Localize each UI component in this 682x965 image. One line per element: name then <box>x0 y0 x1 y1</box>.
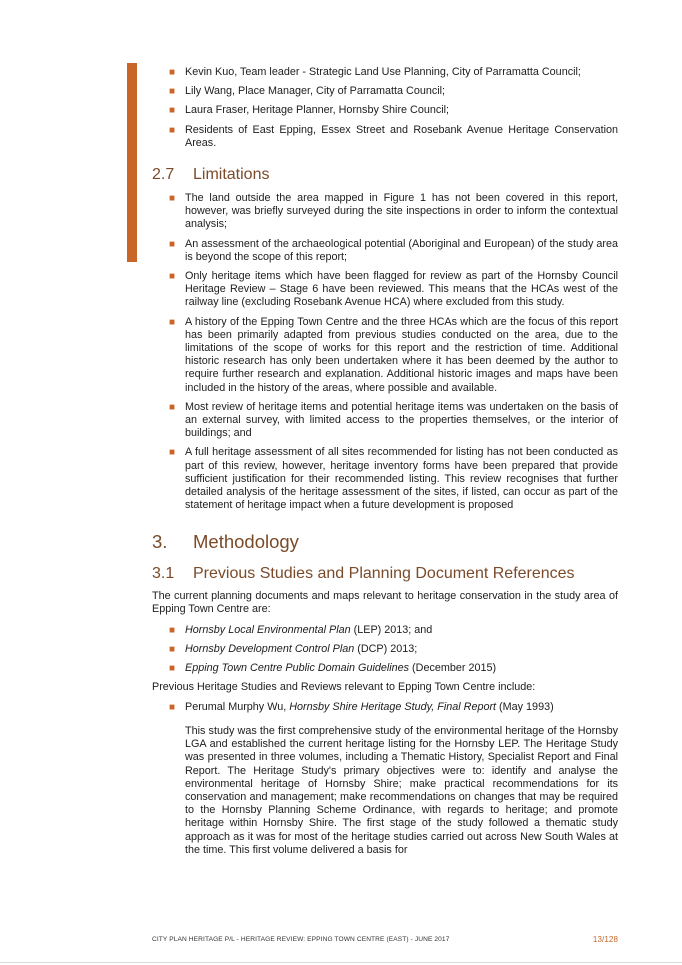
list-item: ■ A history of the Epping Town Centre and the three HCAs which are the focus of this report has been primarily adapted from previous studies conducted on the area, due to the limitations of the scope of works for this report and the restriction of time. Additional historic research has only been undertaken where it has been deemed by the author to require further research and explanation. Additional historic images and maps have been included in the history of the areas, where possible and available. <box>169 315 618 394</box>
list-item: ■ The land outside the area mapped in Figure 1 has not been covered in this report, however, was briefly surveyed during the site inspections in order to inform the contextual analysis; <box>169 192 618 231</box>
list-item: ■ Kevin Kuo, Team leader - Strategic Land Use Planning, City of Parramatta Council; <box>169 66 581 78</box>
intro-paragraph: The current planning documents and maps relevant to heritage conservation in the study area of Epping Town Centre are: <box>152 590 618 616</box>
study-paragraph: This study was the first comprehensive study of the environmental heritage of the Hornsby LGA and established the current heritage listing for the Hornsby LEP. The Heritage Study was presented in three volumes, including a Thematic History, Specialist Report and Final Report. The Heritage Study's primary objectives were to: identify and analyse the environmental heritage of Hornsby Shire; make practical recommendations for its conservation and management; make recommendations on changes that may be required to the Hornsby Planning Scheme Ordinance, with regards to heritage; and promote heritage within Hornsby Shire. The first stage of the study followed a thematic study approach as it was for most of the heritage studies carried out across New South Wales at the time. This first volume delivered a basis for <box>185 725 618 856</box>
list-item: ■ Most review of heritage items and potential heritage items was undertaken on the basis of an external survey, with limited access to the properties themselves, or the interior of buildings; and <box>169 400 618 440</box>
bullet-icon: ■ <box>169 86 176 98</box>
page-number: 13/128 <box>592 935 618 944</box>
bullet-icon: ■ <box>169 238 176 250</box>
accent-side-bar <box>127 63 137 262</box>
bullet-icon: ■ <box>169 447 176 459</box>
chapter-heading-methodology: 3. Methodology <box>152 531 299 552</box>
bullet-icon: ■ <box>169 644 176 656</box>
section-heading-previous-studies: 3.1 Previous Studies and Planning Document References <box>152 565 575 582</box>
list-item: ■ A full heritage assessment of all sites recommended for listing has not been conducted as part of this review, however, heritage inventory forms have been prepared that provide sufficient justification for their recommended listing. This review recognises that further detailed analysis of the heritage assessment of the sites, if listed, can occur as part of the statement of heritage impact when a future development is proposed <box>169 446 618 512</box>
list-item: ■ Epping Town Centre Public Domain Guidelines (December 2015) <box>169 662 497 675</box>
section-heading-limitations: 2.7 Limitations <box>152 166 270 183</box>
list-item: ■ Perumal Murphy Wu, Hornsby Shire Heritage Study, Final Report (May 1993) <box>169 700 554 713</box>
bullet-icon: ■ <box>169 663 176 675</box>
footer-text: CITY PLAN HERITAGE P/L - HERITAGE REVIEW: EPPING TOWN CENTRE (EAST) - JUNE 2017 <box>152 936 450 943</box>
consultation-list <box>152 66 618 156</box>
page-footer <box>152 936 618 943</box>
bullet-icon: ■ <box>169 401 176 413</box>
bullet-icon: ■ <box>169 124 176 136</box>
bullet-icon: ■ <box>169 67 176 78</box>
previous-studies-body <box>152 590 618 720</box>
list-item: ■ An assessment of the archaeological potential (Aboriginal and European) of the study area is beyond the scope of this report; <box>169 237 618 263</box>
reviews-intro: Previous Heritage Studies and Reviews relevant to Epping Town Centre include: <box>152 681 536 694</box>
bullet-icon: ■ <box>169 701 176 713</box>
limitations-list <box>152 192 618 518</box>
bottom-divider <box>0 962 682 963</box>
list-item: ■ Only heritage items which have been flagged for review as part of the Hornsby Council Heritage Review – Stage 6 have been reviewed. This means that the HCAs west of the railway line (excluding Rosebank Avenue HCA) where excluded from this study. <box>169 270 618 309</box>
list-item: ■ Laura Fraser, Heritage Planner, Hornsby Shire Council; <box>169 104 450 117</box>
list-item: ■ Hornsby Development Control Plan (DCP) 2013; <box>169 643 418 656</box>
bullet-icon: ■ <box>169 624 176 636</box>
bullet-icon: ■ <box>169 193 176 204</box>
bullet-icon: ■ <box>169 316 176 328</box>
list-item: ■ Residents of East Epping, Essex Street and Rosebank Avenue Heritage Conservation Areas. <box>169 123 618 149</box>
bullet-icon: ■ <box>169 271 176 283</box>
list-item: ■ Hornsby Local Environmental Plan (LEP) 2013; and <box>169 623 433 636</box>
bullet-icon: ■ <box>169 105 176 117</box>
list-item: ■ Lily Wang, Place Manager, City of Parramatta Council; <box>169 85 446 98</box>
